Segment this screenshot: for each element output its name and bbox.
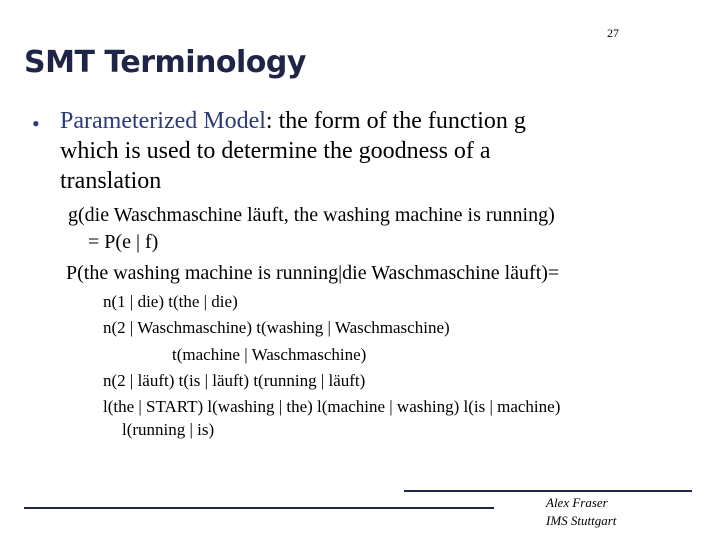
p-equals-line: = P(e | f): [88, 231, 159, 253]
bullet-icon: •: [32, 111, 40, 136]
bullet-line-1: [60, 108, 526, 135]
g-equation-line: g(die Waschmaschine läuft, the washing machine is running): [68, 204, 555, 226]
slide-number: 27: [607, 26, 619, 40]
footer-author: Alex Fraser: [546, 495, 608, 510]
factor-line: t(machine | Waschmaschine): [172, 345, 367, 364]
bullet-line-2: which is used to determine the goodness of a: [60, 138, 491, 164]
factor-line: n(1 | die) t(the | die): [103, 292, 238, 311]
factor-line: l(the | START) l(washing | the) l(machine | washing) l(is | machine): [103, 397, 561, 416]
bullet-line-3: translation: [60, 168, 162, 194]
bullet-line-1-text: : the form of the function g: [265, 108, 526, 134]
factor-line: l(running | is): [122, 420, 215, 439]
factor-line: n(2 | läuft) t(is | läuft) t(running | läuft): [103, 371, 366, 390]
footer-institution: IMS Stuttgart: [546, 513, 617, 528]
footer-rule-left: [24, 507, 494, 509]
factor-line: n(2 | Waschmaschine) t(washing | Waschmaschine): [103, 318, 450, 337]
p-expansion-line: P(the washing machine is running|die Waschmaschine läuft)=: [66, 262, 560, 284]
footer-rule-right: [404, 490, 692, 492]
slide-title: SMT Terminology: [24, 45, 306, 80]
term-label: Parameterized Model: [60, 108, 266, 134]
